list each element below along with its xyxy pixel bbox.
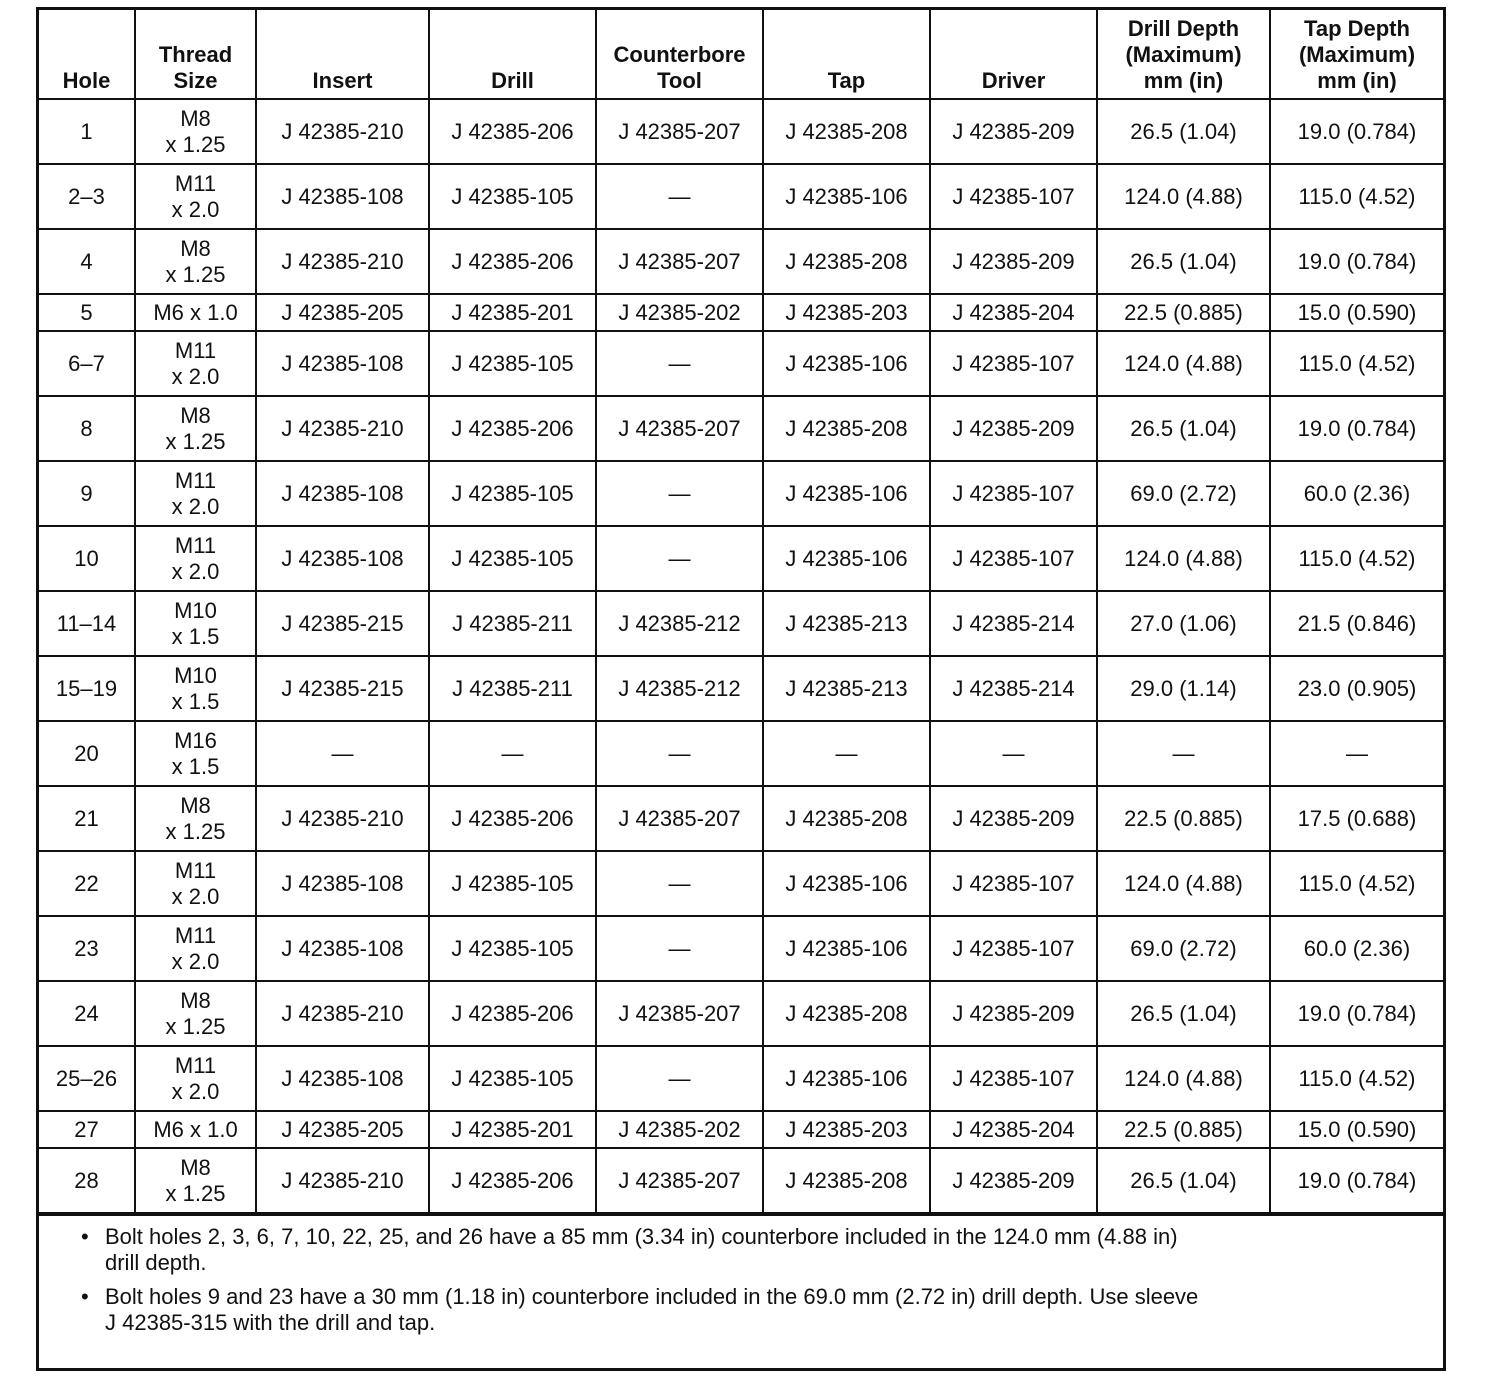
thread-size-line: M6 x 1.0	[153, 1116, 238, 1142]
cell-thread-size	[135, 294, 256, 331]
cell-thread-size	[135, 396, 256, 461]
cell-thread-size	[135, 591, 256, 656]
cell-tap: J 42385-106	[763, 164, 930, 229]
cell-drill: J 42385-105	[429, 461, 596, 526]
cell-driver: —	[930, 721, 1097, 786]
table-row	[39, 331, 1443, 396]
cell-tap-depth: 17.5 (0.688)	[1270, 786, 1443, 851]
cell-driver: J 42385-107	[930, 526, 1097, 591]
cell-drill: J 42385-201	[429, 294, 596, 331]
cell-tap-depth: 19.0 (0.784)	[1270, 396, 1443, 461]
cell-thread-size	[135, 526, 256, 591]
thread-pitch-line: x 2.0	[171, 558, 220, 584]
note-text: Bolt holes 9 and 23 have a 30 mm (1.18 in) counterbore included in the 69.0 mm (2.72 in) drill depth. Use sleeve	[105, 1284, 1199, 1309]
cell-hole: 11–14	[39, 591, 135, 656]
cell-tap-depth: 21.5 (0.846)	[1270, 591, 1443, 656]
cell-driver: J 42385-209	[930, 981, 1097, 1046]
cell-hole: 21	[39, 786, 135, 851]
table-row	[39, 1148, 1443, 1213]
cell-counterbore: —	[596, 1046, 763, 1111]
tool-table-sheet	[36, 7, 1446, 1371]
table-row	[39, 916, 1443, 981]
thread-size-line: M11	[174, 337, 217, 363]
cell-tap-depth: 15.0 (0.590)	[1270, 294, 1443, 331]
cell-hole: 8	[39, 396, 135, 461]
cell-drill-depth: 26.5 (1.04)	[1097, 396, 1270, 461]
cell-tap-depth: 19.0 (0.784)	[1270, 99, 1443, 164]
cell-thread-size	[135, 1046, 256, 1111]
cell-tap-depth: 115.0 (4.52)	[1270, 851, 1443, 916]
cell-tap-depth: 115.0 (4.52)	[1270, 331, 1443, 396]
cell-insert: J 42385-108	[256, 526, 429, 591]
cell-hole: 9	[39, 461, 135, 526]
cell-thread-size	[135, 164, 256, 229]
cell-tap: J 42385-106	[763, 331, 930, 396]
cell-thread-size	[135, 1148, 256, 1213]
header-tap: Tap	[763, 10, 930, 99]
cell-tap: J 42385-213	[763, 591, 930, 656]
cell-insert: J 42385-108	[256, 916, 429, 981]
cell-hole: 5	[39, 294, 135, 331]
cell-hole: 10	[39, 526, 135, 591]
cell-drill-depth: 69.0 (2.72)	[1097, 461, 1270, 526]
thread-size-line: M8	[180, 792, 211, 818]
cell-counterbore: J 42385-207	[596, 229, 763, 294]
note-counterbore-85mm	[81, 1224, 1433, 1276]
cell-tap: J 42385-106	[763, 916, 930, 981]
cell-tap-depth: 60.0 (2.36)	[1270, 461, 1443, 526]
thread-pitch-line: x 2.0	[171, 363, 220, 389]
cell-counterbore: J 42385-202	[596, 294, 763, 331]
thread-size-line: M11	[174, 1052, 217, 1078]
cell-tap-depth: —	[1270, 721, 1443, 786]
table-body	[39, 99, 1443, 1213]
thread-size-line: M10	[174, 597, 217, 623]
cell-hole: 4	[39, 229, 135, 294]
table-row	[39, 229, 1443, 294]
thread-pitch-line: x 1.25	[165, 1180, 226, 1206]
cell-drill-depth: 124.0 (4.88)	[1097, 164, 1270, 229]
note-counterbore-30mm	[81, 1284, 1433, 1336]
table-row	[39, 981, 1443, 1046]
cell-counterbore: —	[596, 916, 763, 981]
cell-tap-depth: 115.0 (4.52)	[1270, 526, 1443, 591]
cell-drill-depth: —	[1097, 721, 1270, 786]
cell-counterbore: J 42385-212	[596, 656, 763, 721]
cell-hole: 6–7	[39, 331, 135, 396]
cell-drill-depth: 29.0 (1.14)	[1097, 656, 1270, 721]
cell-drill-depth: 124.0 (4.88)	[1097, 1046, 1270, 1111]
notes-section	[39, 1214, 1443, 1336]
thread-pitch-line: x 1.25	[165, 261, 226, 287]
thread-size-line: M16	[174, 727, 217, 753]
cell-thread-size	[135, 786, 256, 851]
thread-pitch-line: x 1.25	[165, 131, 226, 157]
thread-size-line: M11	[174, 467, 217, 493]
cell-insert: —	[256, 721, 429, 786]
note-text: drill depth.	[105, 1250, 207, 1275]
cell-drill: J 42385-105	[429, 331, 596, 396]
cell-counterbore: J 42385-207	[596, 396, 763, 461]
table-row	[39, 164, 1443, 229]
header-drill-depth: Drill Depth (Maximum) mm (in)	[1097, 10, 1270, 99]
thread-pitch-line: x 2.0	[171, 883, 220, 909]
cell-tap: J 42385-208	[763, 786, 930, 851]
cell-drill: J 42385-206	[429, 99, 596, 164]
cell-drill-depth: 26.5 (1.04)	[1097, 229, 1270, 294]
header-counterbore-tool: Counterbore Tool	[596, 10, 763, 99]
cell-hole: 2–3	[39, 164, 135, 229]
cell-hole: 25–26	[39, 1046, 135, 1111]
cell-counterbore: J 42385-202	[596, 1111, 763, 1148]
cell-drill: J 42385-206	[429, 396, 596, 461]
cell-tap-depth: 19.0 (0.784)	[1270, 981, 1443, 1046]
cell-thread-size	[135, 851, 256, 916]
cell-hole: 28	[39, 1148, 135, 1213]
cell-driver: J 42385-107	[930, 1046, 1097, 1111]
cell-driver: J 42385-214	[930, 656, 1097, 721]
cell-insert: J 42385-108	[256, 851, 429, 916]
cell-driver: J 42385-209	[930, 396, 1097, 461]
cell-insert: J 42385-108	[256, 331, 429, 396]
cell-counterbore: —	[596, 331, 763, 396]
cell-drill: J 42385-105	[429, 851, 596, 916]
cell-drill: J 42385-206	[429, 1148, 596, 1213]
thread-size-line: M8	[180, 1154, 211, 1180]
thread-pitch-line: x 2.0	[171, 493, 220, 519]
cell-insert: J 42385-108	[256, 1046, 429, 1111]
cell-driver: J 42385-214	[930, 591, 1097, 656]
cell-hole: 23	[39, 916, 135, 981]
thread-pitch-line: x 1.5	[171, 688, 220, 714]
thread-pitch-line: x 1.25	[165, 818, 226, 844]
cell-drill-depth: 27.0 (1.06)	[1097, 591, 1270, 656]
cell-driver: J 42385-209	[930, 786, 1097, 851]
cell-thread-size	[135, 721, 256, 786]
cell-hole: 22	[39, 851, 135, 916]
thread-size-line: M6 x 1.0	[153, 299, 238, 325]
cell-insert: J 42385-205	[256, 1111, 429, 1148]
cell-driver: J 42385-204	[930, 294, 1097, 331]
cell-hole: 27	[39, 1111, 135, 1148]
cell-counterbore: J 42385-207	[596, 99, 763, 164]
table-row	[39, 1111, 1443, 1148]
cell-insert: J 42385-108	[256, 164, 429, 229]
thread-pitch-line: x 2.0	[171, 196, 220, 222]
cell-insert: J 42385-210	[256, 981, 429, 1046]
cell-drill: J 42385-105	[429, 164, 596, 229]
cell-thread-size	[135, 656, 256, 721]
cell-tap: —	[763, 721, 930, 786]
cell-thread-size	[135, 916, 256, 981]
cell-tap: J 42385-106	[763, 1046, 930, 1111]
thread-pitch-line: x 2.0	[171, 1078, 220, 1104]
cell-hole: 24	[39, 981, 135, 1046]
cell-drill: J 42385-206	[429, 981, 596, 1046]
thread-size-line: M11	[174, 532, 217, 558]
cell-tap: J 42385-208	[763, 396, 930, 461]
cell-insert: J 42385-210	[256, 1148, 429, 1213]
cell-counterbore: —	[596, 164, 763, 229]
table-row	[39, 786, 1443, 851]
note-text: J 42385-315 with the drill and tap.	[105, 1310, 436, 1335]
cell-tap-depth: 115.0 (4.52)	[1270, 164, 1443, 229]
cell-drill-depth: 22.5 (0.885)	[1097, 1111, 1270, 1148]
table-row	[39, 461, 1443, 526]
cell-drill: J 42385-206	[429, 786, 596, 851]
cell-counterbore: —	[596, 851, 763, 916]
cell-driver: J 42385-204	[930, 1111, 1097, 1148]
cell-tap: J 42385-203	[763, 294, 930, 331]
table-row	[39, 851, 1443, 916]
cell-insert: J 42385-210	[256, 786, 429, 851]
thread-size-line: M8	[180, 402, 211, 428]
table-row	[39, 591, 1443, 656]
table-header	[39, 10, 1443, 99]
cell-thread-size	[135, 331, 256, 396]
cell-driver: J 42385-107	[930, 461, 1097, 526]
cell-hole: 15–19	[39, 656, 135, 721]
cell-insert: J 42385-210	[256, 396, 429, 461]
thread-pitch-line: x 1.25	[165, 428, 226, 454]
cell-driver: J 42385-107	[930, 331, 1097, 396]
cell-tap-depth: 15.0 (0.590)	[1270, 1111, 1443, 1148]
cell-tap-depth: 23.0 (0.905)	[1270, 656, 1443, 721]
header-thread-size: Thread Size	[135, 10, 256, 99]
cell-tap-depth: 60.0 (2.36)	[1270, 916, 1443, 981]
note-text: Bolt holes 2, 3, 6, 7, 10, 22, 25, and 26 have a 85 mm (3.34 in) counterbore included in the 124.0 mm (4.88 in)	[105, 1224, 1178, 1249]
header-drill: Drill	[429, 10, 596, 99]
thread-size-line: M11	[174, 857, 217, 883]
table-row	[39, 656, 1443, 721]
cell-counterbore: J 42385-207	[596, 786, 763, 851]
thread-size-line: M10	[174, 662, 217, 688]
cell-insert: J 42385-210	[256, 99, 429, 164]
cell-drill: J 42385-105	[429, 526, 596, 591]
table-row	[39, 526, 1443, 591]
cell-counterbore: J 42385-207	[596, 981, 763, 1046]
cell-drill: J 42385-201	[429, 1111, 596, 1148]
cell-driver: J 42385-209	[930, 1148, 1097, 1213]
cell-hole: 20	[39, 721, 135, 786]
cell-tap: J 42385-106	[763, 851, 930, 916]
tool-table	[39, 10, 1443, 1214]
cell-tap: J 42385-106	[763, 526, 930, 591]
cell-drill-depth: 124.0 (4.88)	[1097, 526, 1270, 591]
cell-insert: J 42385-215	[256, 591, 429, 656]
bullet-icon: •	[81, 1284, 89, 1309]
table-row	[39, 721, 1443, 786]
cell-driver: J 42385-209	[930, 99, 1097, 164]
table-row	[39, 294, 1443, 331]
thread-size-line: M8	[180, 105, 211, 131]
cell-counterbore: —	[596, 721, 763, 786]
thread-size-line: M8	[180, 235, 211, 261]
table-row	[39, 396, 1443, 461]
cell-drill: J 42385-206	[429, 229, 596, 294]
cell-drill-depth: 22.5 (0.885)	[1097, 294, 1270, 331]
cell-driver: J 42385-209	[930, 229, 1097, 294]
thread-size-line: M11	[174, 922, 217, 948]
cell-tap: J 42385-208	[763, 981, 930, 1046]
cell-insert: J 42385-215	[256, 656, 429, 721]
cell-drill: —	[429, 721, 596, 786]
cell-drill-depth: 124.0 (4.88)	[1097, 851, 1270, 916]
header-driver: Driver	[930, 10, 1097, 99]
header-tap-depth: Tap Depth (Maximum) mm (in)	[1270, 10, 1443, 99]
cell-drill-depth: 26.5 (1.04)	[1097, 1148, 1270, 1213]
cell-counterbore: J 42385-207	[596, 1148, 763, 1213]
cell-hole: 1	[39, 99, 135, 164]
cell-tap: J 42385-213	[763, 656, 930, 721]
cell-tap: J 42385-208	[763, 229, 930, 294]
thread-size-line: M11	[174, 170, 217, 196]
cell-thread-size	[135, 981, 256, 1046]
bullet-icon: •	[81, 1224, 89, 1249]
cell-drill-depth: 124.0 (4.88)	[1097, 331, 1270, 396]
thread-pitch-line: x 2.0	[171, 948, 220, 974]
cell-tap: J 42385-203	[763, 1111, 930, 1148]
cell-tap: J 42385-106	[763, 461, 930, 526]
cell-counterbore: —	[596, 461, 763, 526]
cell-driver: J 42385-107	[930, 164, 1097, 229]
cell-tap-depth: 19.0 (0.784)	[1270, 229, 1443, 294]
cell-thread-size	[135, 1111, 256, 1148]
thread-pitch-line: x 1.5	[171, 753, 220, 779]
cell-counterbore: —	[596, 526, 763, 591]
thread-size-line: M8	[180, 987, 211, 1013]
cell-drill-depth: 22.5 (0.885)	[1097, 786, 1270, 851]
cell-drill: J 42385-211	[429, 656, 596, 721]
cell-insert: J 42385-205	[256, 294, 429, 331]
cell-insert: J 42385-108	[256, 461, 429, 526]
cell-counterbore: J 42385-212	[596, 591, 763, 656]
cell-thread-size	[135, 99, 256, 164]
cell-tap-depth: 19.0 (0.784)	[1270, 1148, 1443, 1213]
cell-driver: J 42385-107	[930, 916, 1097, 981]
table-row	[39, 99, 1443, 164]
table-row	[39, 1046, 1443, 1111]
cell-drill-depth: 26.5 (1.04)	[1097, 99, 1270, 164]
cell-driver: J 42385-107	[930, 851, 1097, 916]
header-hole: Hole	[39, 10, 135, 99]
cell-drill-depth: 26.5 (1.04)	[1097, 981, 1270, 1046]
cell-drill: J 42385-211	[429, 591, 596, 656]
cell-drill: J 42385-105	[429, 1046, 596, 1111]
cell-thread-size	[135, 229, 256, 294]
thread-pitch-line: x 1.25	[165, 1013, 226, 1039]
cell-thread-size	[135, 461, 256, 526]
cell-tap: J 42385-208	[763, 1148, 930, 1213]
thread-pitch-line: x 1.5	[171, 623, 220, 649]
cell-tap-depth: 115.0 (4.52)	[1270, 1046, 1443, 1111]
header-insert: Insert	[256, 10, 429, 99]
cell-drill: J 42385-105	[429, 916, 596, 981]
cell-insert: J 42385-210	[256, 229, 429, 294]
cell-tap: J 42385-208	[763, 99, 930, 164]
cell-drill-depth: 69.0 (2.72)	[1097, 916, 1270, 981]
